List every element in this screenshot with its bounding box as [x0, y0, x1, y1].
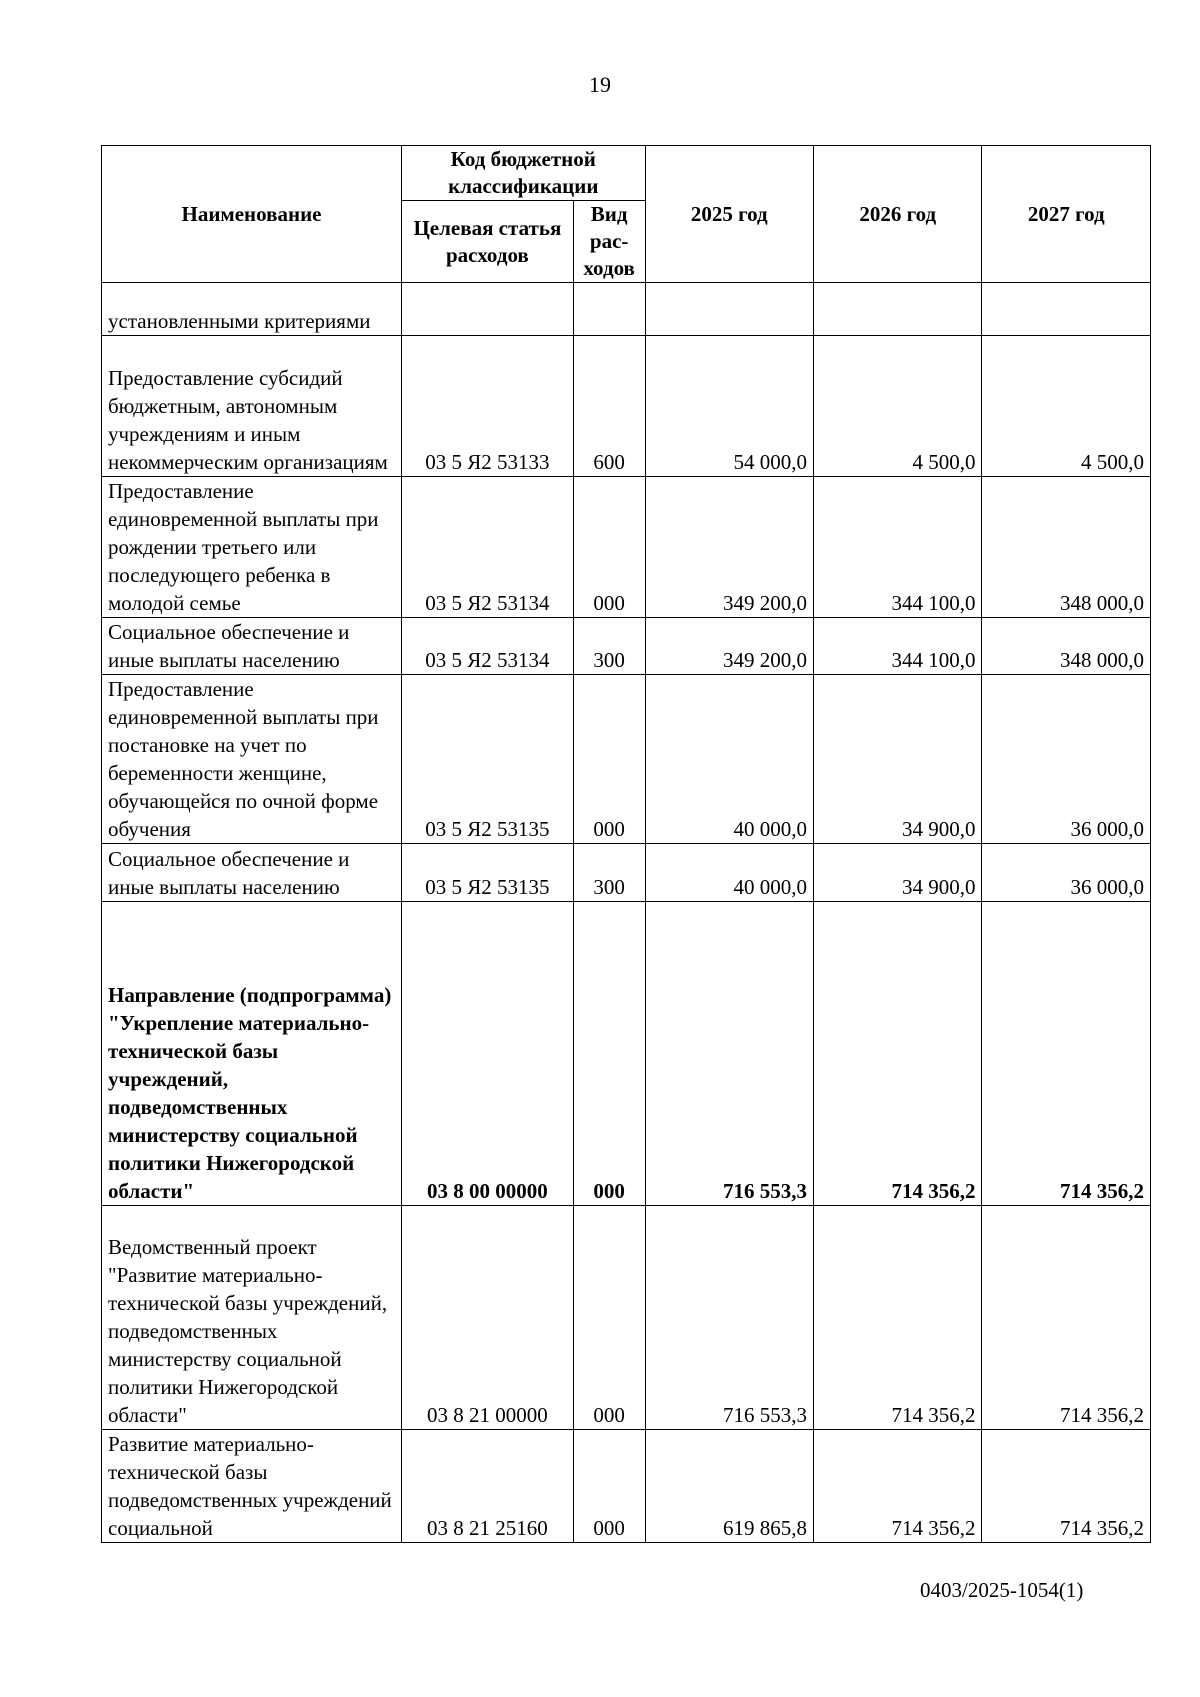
row-value-2025: 40 000,0 — [645, 675, 813, 844]
header-year-2026: 2026 год — [814, 146, 982, 283]
row-expense-type: 300 — [573, 844, 645, 902]
row-value-2026: 714 356,2 — [814, 1206, 982, 1430]
row-value-2025: 716 553,3 — [645, 902, 813, 1206]
row-target-article: 03 5 Я2 53135 — [402, 675, 574, 844]
row-value-2025: 40 000,0 — [645, 844, 813, 902]
row-value-2027: 36 000,0 — [982, 844, 1151, 902]
row-value-2027: 714 356,2 — [982, 1206, 1151, 1430]
table-row — [102, 283, 1151, 336]
table-row — [102, 618, 1151, 675]
document-code: 0403/2025-1054(1) — [920, 1578, 1084, 1602]
row-expense-type — [573, 283, 645, 336]
row-value-2026: 4 500,0 — [814, 336, 982, 477]
row-value-2027: 714 356,2 — [982, 1430, 1151, 1543]
row-name: Развитие материально-технической базы подведомственных учреждений социальной — [102, 1430, 402, 1543]
row-target-article: 03 5 Я2 53134 — [402, 618, 574, 675]
row-value-2026: 344 100,0 — [814, 618, 982, 675]
row-value-2027: 36 000,0 — [982, 675, 1151, 844]
row-target-article: 03 8 00 00000 — [402, 902, 574, 1206]
row-value-2025: 349 200,0 — [645, 618, 813, 675]
row-value-2026 — [814, 283, 982, 336]
table-row — [102, 336, 1151, 477]
row-name: Ведомственный проект "Развитие материально-технической базы учреждений, подведомственных министерству социальной политики Нижегородской области" — [102, 1206, 402, 1430]
header-expense-type: Вид рас-ходов — [573, 201, 645, 283]
row-name: Предоставление субсидий бюджетным, автономным учреждениям и иным некоммерческим организациям — [102, 336, 402, 477]
row-target-article: 03 8 21 00000 — [402, 1206, 574, 1430]
row-name: Социальное обеспечение и иные выплаты населению — [102, 844, 402, 902]
row-target-article: 03 8 21 25160 — [402, 1430, 574, 1543]
row-value-2025: 619 865,8 — [645, 1430, 813, 1543]
table-row — [102, 902, 1151, 1206]
row-expense-type: 000 — [573, 1206, 645, 1430]
row-value-2027: 348 000,0 — [982, 618, 1151, 675]
header-target-article: Целевая статья расходов — [402, 201, 574, 283]
row-expense-type: 600 — [573, 336, 645, 477]
row-value-2025 — [645, 283, 813, 336]
row-target-article: 03 5 Я2 53134 — [402, 477, 574, 618]
page-number: 19 — [589, 72, 611, 97]
row-value-2026: 34 900,0 — [814, 675, 982, 844]
row-name: Предоставление единовременной выплаты при постановке на учет по беременности женщине, обучающейся по очной форме обучения — [102, 675, 402, 844]
row-expense-type: 000 — [573, 675, 645, 844]
row-value-2027: 4 500,0 — [982, 336, 1151, 477]
row-target-article — [402, 283, 574, 336]
row-name: Социальное обеспечение и иные выплаты населению — [102, 618, 402, 675]
table-row — [102, 844, 1151, 902]
header-year-2025: 2025 год — [645, 146, 813, 283]
row-expense-type: 000 — [573, 477, 645, 618]
row-name: Направление (подпрограмма) "Укрепление материально-технической базы учреждений, подведомственных министерству социальной политики Нижегородской области" — [102, 902, 402, 1206]
row-value-2027 — [982, 283, 1151, 336]
budget-table — [101, 145, 1151, 1543]
row-name: установленными критериями — [102, 283, 402, 336]
row-value-2026: 34 900,0 — [814, 844, 982, 902]
header-name: Наименование — [102, 146, 402, 283]
row-value-2025: 349 200,0 — [645, 477, 813, 618]
row-target-article: 03 5 Я2 53133 — [402, 336, 574, 477]
table-row — [102, 1430, 1151, 1543]
row-expense-type: 000 — [573, 902, 645, 1206]
row-value-2027: 348 000,0 — [982, 477, 1151, 618]
row-value-2026: 344 100,0 — [814, 477, 982, 618]
row-value-2027: 714 356,2 — [982, 902, 1151, 1206]
row-value-2025: 54 000,0 — [645, 336, 813, 477]
table-row — [102, 1206, 1151, 1430]
row-value-2026: 714 356,2 — [814, 902, 982, 1206]
row-name: Предоставление единовременной выплаты при рождении третьего или последующего ребенка в молодой семье — [102, 477, 402, 618]
table-row — [102, 477, 1151, 618]
table-row — [102, 675, 1151, 844]
row-value-2026: 714 356,2 — [814, 1430, 982, 1543]
row-target-article: 03 5 Я2 53135 — [402, 844, 574, 902]
header-code-group: Код бюджетной классификации — [402, 146, 646, 201]
row-expense-type: 300 — [573, 618, 645, 675]
row-value-2025: 716 553,3 — [645, 1206, 813, 1430]
header-year-2027: 2027 год — [982, 146, 1151, 283]
row-expense-type: 000 — [573, 1430, 645, 1543]
